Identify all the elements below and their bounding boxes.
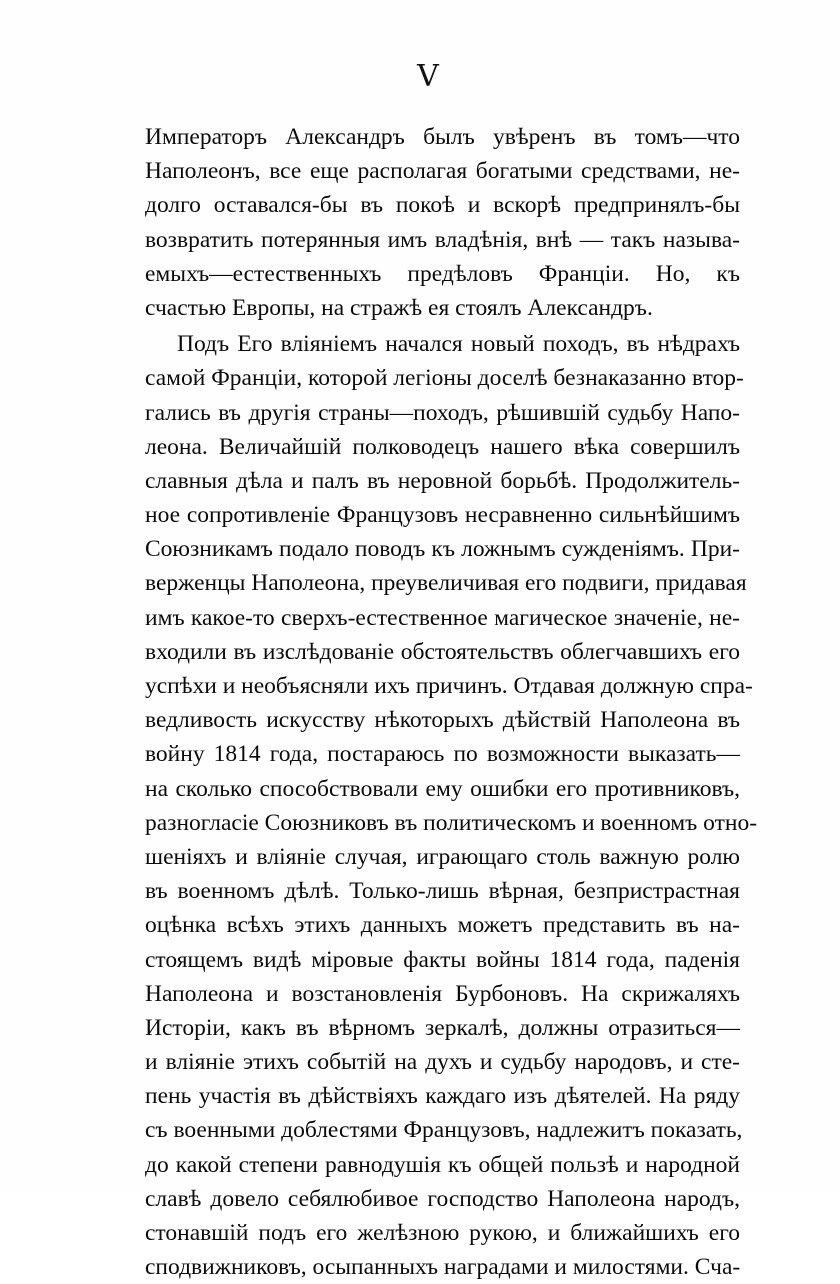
text-line: самой Франціи, которой легіоны доселѣ безнаказанно втор- [145, 365, 744, 392]
text-line: славныя дѣла и палъ въ неровной борьбѣ. Продолжитель- [145, 467, 740, 494]
text-line: и вліяніе этихъ событій на духъ и судьбу народовъ, и сте- [145, 1049, 740, 1076]
text-line: войну 1814 года, постараюсь по возможности выказать— [145, 741, 740, 768]
text-line: стонавшій подъ его желѣзною рукою, и ближайшихъ его [145, 1220, 740, 1246]
text-line: верженцы Наполеона, преувеличивая его подвиги, придавая [145, 570, 747, 597]
text-line: Наполеона и возстановленія Бурбоновъ. На скрижаляхъ [145, 980, 740, 1007]
body-text [145, 120, 758, 1284]
text-line: счастью Европы, на стражѣ ея стоялъ Александръ. [145, 294, 653, 321]
text-line: Исторіи, какъ въ вѣрномъ зеркалѣ, должны отразиться— [145, 1014, 740, 1041]
text-line: оцѣнка всѣхъ этихъ данныхъ можетъ представить въ на- [145, 912, 740, 939]
text-line: съ военными доблестями Французовъ, надлежитъ показать, [145, 1117, 743, 1144]
paragraph-2 [145, 327, 758, 1284]
text-line: Подъ Его вліяніемъ начался новый походъ, въ нѣдрахъ [177, 331, 740, 358]
text-line: возвратить потерянныя имъ владѣнія, внѣ — такъ называ- [145, 226, 740, 253]
text-line: на сколько способствовали ему ошибки его противниковъ, [145, 775, 740, 802]
text-line: Союзникамъ подало поводъ къ ложнымъ сужденіямъ. При- [145, 536, 740, 563]
text-line: разногласіе Союзниковъ въ политическомъ и военномъ отно- [145, 809, 758, 836]
page-number: V [417, 59, 439, 94]
text-line: ведливость искусству нѣкоторыхъ дѣйствій Наполеона въ [145, 707, 740, 734]
text-line: имъ какое-то сверхъ-естественное магическое значеніе, не- [145, 604, 740, 631]
paragraph-1 [145, 120, 740, 325]
text-line: емыхъ—естественныхъ предѣловъ Франціи. Но, къ [145, 260, 740, 287]
text-line: леона. Величайшій полководецъ нашего вѣка совершилъ [145, 433, 740, 460]
text-line: гались въ другія страны—походъ, рѣшившій судьбу Напо- [145, 399, 740, 426]
text-line: долго оставался-бы въ покоѣ и вскорѣ предпринялъ-бы [145, 192, 740, 219]
text-line: пень участія въ дѣйствіяхъ каждаго изъ дѣятелей. На ряду [145, 1083, 740, 1110]
text-line: входили въ изслѣдованіе обстоятельствъ облегчавшихъ его [145, 638, 740, 665]
text-line: сподвижниковъ, осыпанныхъ наградами и милостями. Сча- [145, 1254, 741, 1281]
text-line: стоящемъ видѣ міровые факты войны 1814 года, паденія [145, 946, 740, 973]
text-line: въ военномъ дѣлѣ. Только-лишь вѣрная, безпристрастная [145, 878, 740, 905]
text-line: успѣхи и необъясняли ихъ причинъ. Отдавая должную спра- [145, 673, 753, 699]
text-line: ное сопротивленіе Французовъ несравненно сильнѣйшимъ [145, 502, 740, 529]
text-line: до какой степени равнодушія къ общей пользѣ и народной [145, 1151, 740, 1178]
text-line: славѣ довело себялюбивое господство Наполеона народъ, [145, 1185, 740, 1212]
text-line: Наполеонъ, все еще располагая богатыми средствами, не- [145, 158, 740, 185]
text-line: шеніяхъ и вліяніе случая, играющаго столь важную ролю [145, 843, 740, 870]
text-line: Императоръ Александръ былъ увѣренъ въ томъ—что [145, 124, 740, 150]
